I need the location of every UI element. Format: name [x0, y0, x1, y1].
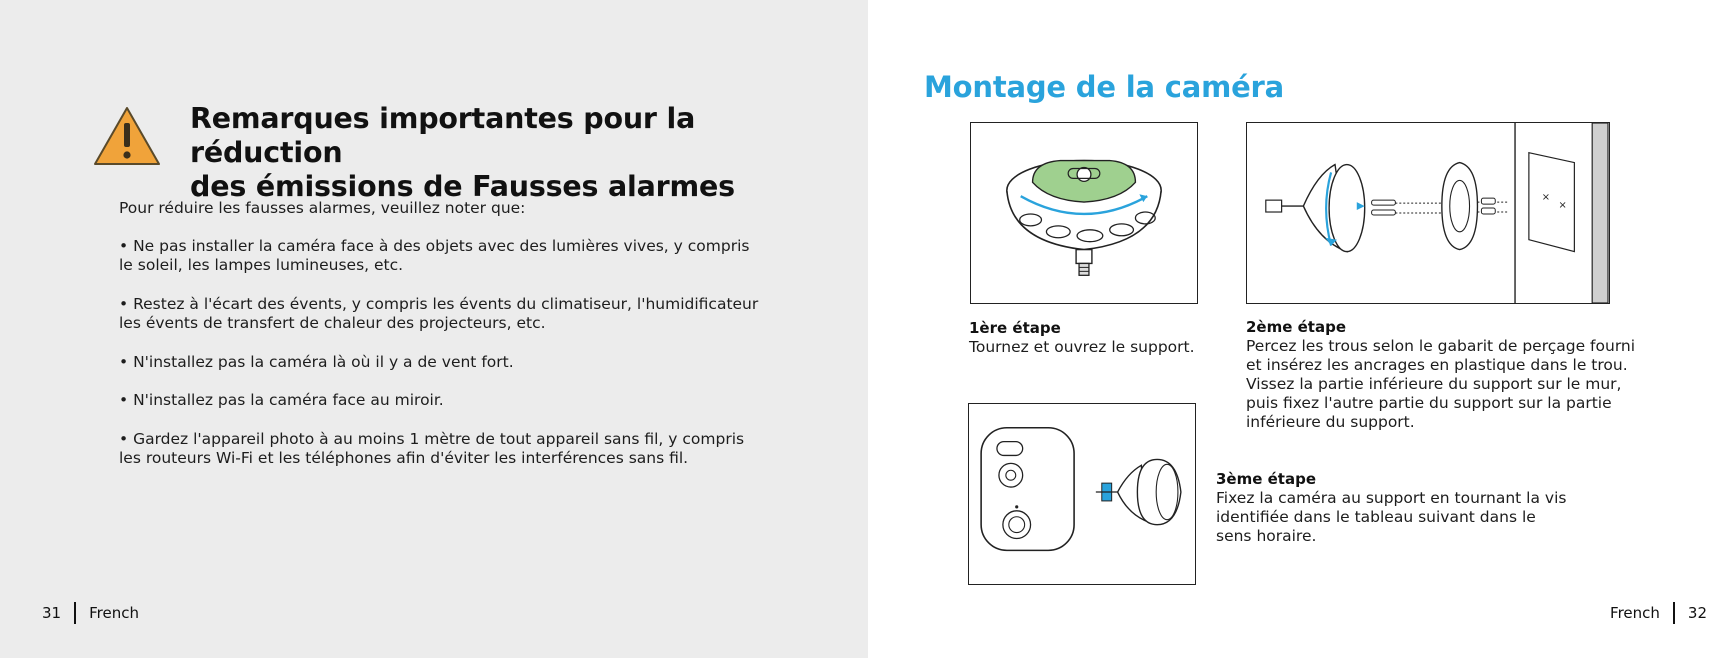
step-3-figure — [968, 403, 1196, 585]
camera-attach-icon — [969, 404, 1195, 584]
step-1-text: Tournez et ouvrez le support. — [969, 338, 1195, 356]
notes-body — [119, 199, 759, 488]
svg-text:×: × — [1558, 200, 1567, 212]
step-2-text: Percez les trous selon le gabarit de perçage fourni et insérez les ancrages en plastique dans le trou. Vissez la partie inférieure du support sur le mur, puis fixez l'autre partie du support sur la partie inférieure du support. — [1246, 337, 1636, 431]
step-2-figure — [1246, 122, 1610, 304]
intro-text: Pour réduire les fausses alarmes, veuillez noter que: — [119, 199, 526, 217]
step-2-title: 2ème étape — [1246, 318, 1347, 336]
wall-mount-exploded-icon — [1247, 123, 1609, 303]
page-title — [190, 102, 810, 204]
footer-divider — [1673, 602, 1675, 624]
footer-language: French — [89, 604, 139, 622]
step-2 — [1246, 318, 1646, 432]
step-1-title: 1ère étape — [969, 319, 1061, 337]
step-1-figure — [970, 122, 1198, 304]
step-1 — [969, 319, 1209, 357]
footer-language: French — [1610, 604, 1660, 622]
bullet-item: • Gardez l'appareil photo à au moins 1 mètre de tout appareil sans fil, y compris les routeurs Wi-Fi et les téléphones afin d'éviter les interférences sans fil. — [119, 429, 745, 467]
footer-left — [42, 602, 139, 624]
step-3 — [1216, 470, 1576, 546]
footer-right — [1610, 602, 1707, 624]
section-title: Montage de la caméra — [924, 70, 1285, 104]
mount-base-rotate-icon — [971, 123, 1197, 303]
title-line-2: des émissions de Fausses alarmes — [190, 170, 735, 203]
step-3-title: 3ème étape — [1216, 470, 1317, 488]
warning-triangle-icon — [92, 105, 162, 167]
svg-text:×: × — [1541, 192, 1551, 204]
right-page — [868, 0, 1735, 658]
step-3-text: Fixez la caméra au support en tournant la vis identifiée dans le tableau suivant dans le sens horaire. — [1216, 489, 1567, 545]
page-number: 32 — [1687, 604, 1707, 622]
bullet-item: • N'installez pas la caméra face au miroir. — [119, 391, 444, 409]
footer-divider — [74, 602, 76, 624]
page-number: 31 — [42, 604, 62, 622]
bullet-item: • Restez à l'écart des évents, y compris les évents du climatiseur, l'humidificateur les évents de transfert de chaleur des projecteurs, etc. — [119, 294, 759, 332]
bullet-item: • Ne pas installer la caméra face à des objets avec des lumières vives, y compris le soleil, les lampes lumineuses, etc. — [119, 236, 750, 274]
title-line-1: Remarques importantes pour la réduction — [190, 102, 696, 169]
bullet-item: • N'installez pas la caméra là où il y a de vent fort. — [119, 352, 514, 371]
